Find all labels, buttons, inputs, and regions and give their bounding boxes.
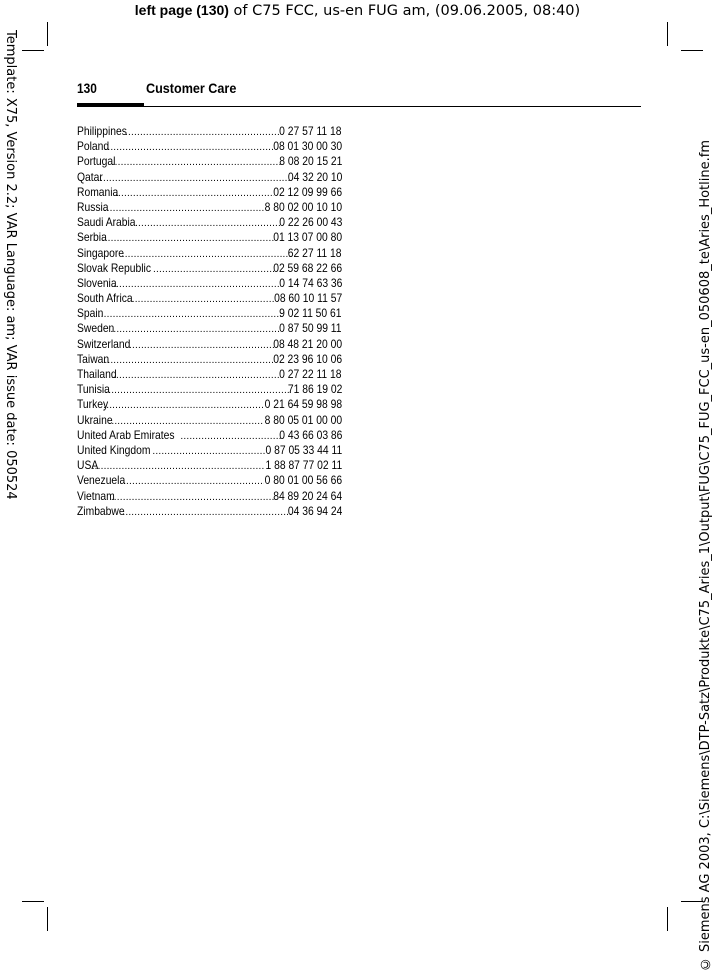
dot-leader: [112, 155, 281, 169]
dot-leader: [122, 247, 292, 261]
hotline-number: 02 59 68 22 66: [273, 260, 342, 275]
list-item: [77, 473, 342, 488]
header-rule-thick: [77, 103, 144, 107]
crop-mark-top-left-v: [47, 22, 48, 46]
country-name: Romania: [77, 184, 119, 199]
list-item: [77, 321, 342, 336]
template-info: Template: X75, Version 2.2; VAR Language: am; VAR issue date: 050524: [3, 30, 18, 500]
list-item: [77, 306, 342, 321]
list-item: [77, 230, 342, 245]
country-name: Philippines: [77, 124, 127, 138]
hotline-number: 0 14 74 63 36: [278, 275, 342, 290]
country-name: United Kingdom: [77, 442, 151, 457]
page-title: Customer Care: [146, 80, 237, 96]
dot-leader: [125, 125, 281, 139]
copyright-path: © Siemens AG 2003, C:\Siemens\DTP-Satz\Produkte\C75_Aries_1\Output\FUG\C75_FUG_FCC_us-en_050608_te\Aries_Hotline.fm: [698, 140, 713, 971]
crop-mark-bottom-left-h: [22, 901, 44, 902]
country-name: Slovenia: [77, 275, 117, 290]
dot-leader: [104, 201, 264, 215]
list-item: [77, 337, 342, 352]
hotline-number: 62 27 11 18: [288, 245, 342, 260]
country-name: Taiwan: [77, 351, 110, 366]
dot-leader: [111, 490, 274, 504]
list-item: [77, 170, 342, 185]
list-item: [77, 382, 342, 397]
country-name: South Africa: [77, 291, 133, 306]
hotline-number: 8 80 02 00 10 10: [264, 199, 342, 214]
page-label: left page (130): [134, 2, 229, 18]
dot-leader: [153, 262, 274, 276]
country-name: USA: [77, 458, 99, 473]
print-header: [0, 0, 715, 20]
dot-leader: [98, 307, 282, 321]
dot-leader: [105, 383, 290, 397]
hotline-number: 0 27 57 11 18: [279, 124, 342, 138]
list-item: [77, 458, 342, 473]
hotline-list: [77, 124, 342, 519]
dot-leader: [104, 353, 274, 367]
country-name: Serbia: [77, 230, 107, 245]
country-name: Tunisia: [77, 382, 110, 397]
hotline-number: 8 08 20 15 21: [278, 154, 342, 169]
country-name: Russia: [77, 199, 109, 214]
dot-leader: [102, 231, 274, 245]
list-item: [77, 397, 342, 412]
dot-leader: [123, 474, 264, 488]
dot-leader: [97, 171, 291, 185]
country-name: Vietnam: [77, 488, 115, 503]
country-name: Turkey: [77, 397, 109, 412]
list-item: [77, 154, 342, 169]
list-item: [77, 367, 342, 382]
list-item: [77, 428, 342, 443]
hotline-number: 08 60 10 11 57: [273, 291, 342, 306]
dot-leader: [152, 444, 264, 458]
hotline-number: 08 01 30 00 30: [273, 139, 342, 154]
crop-mark-bottom-left-v: [47, 907, 48, 931]
country-name: Thailand: [77, 367, 117, 381]
hotline-number: 9 02 11 50 61: [279, 306, 342, 321]
country-name: Saudi Arabia: [77, 215, 136, 230]
crop-mark-top-left-h: [22, 50, 44, 51]
dot-leader: [180, 429, 280, 443]
list-item: [77, 200, 342, 215]
hotline-number: 0 87 05 33 44 11: [265, 442, 342, 457]
hotline-number: 02 23 96 10 06: [273, 351, 342, 366]
country-name: Singapore: [77, 245, 125, 260]
page-number: 130: [77, 80, 97, 96]
list-item: [77, 261, 342, 276]
dot-leader: [103, 398, 264, 412]
country-name: Portugal: [77, 154, 116, 169]
hotline-number: 8 80 05 01 00 00: [264, 412, 342, 427]
hotline-number: 04 32 20 10: [287, 169, 342, 184]
country-name: Zimbabwe: [77, 503, 125, 518]
header-rule-thin: [144, 106, 641, 107]
dot-leader: [110, 322, 281, 336]
hotline-number: 01 13 07 00 80: [273, 230, 342, 245]
list-item: [77, 504, 342, 519]
hotline-number: 08 48 21 20 00: [273, 336, 342, 351]
dot-leader: [129, 338, 274, 352]
hotline-number: 0 27 22 11 18: [279, 367, 342, 381]
list-item: [77, 139, 342, 154]
dot-leader: [92, 459, 265, 473]
country-name: Venezuela: [77, 473, 126, 488]
crop-mark-top-right-v: [667, 22, 668, 46]
dot-leader: [113, 277, 281, 291]
hotline-number: 02 12 09 99 66: [273, 184, 342, 199]
list-item: [77, 215, 342, 230]
list-item: [77, 246, 342, 261]
country-name: United Arab Emirates: [77, 427, 175, 442]
hotline-number: 0 80 01 00 56 66: [264, 473, 342, 488]
dot-leader: [115, 186, 274, 200]
crop-mark-bottom-right-v: [667, 907, 668, 931]
hotline-number: 71 86 19 02: [287, 382, 342, 397]
dot-leader: [108, 414, 264, 428]
country-name: Ukraine: [77, 412, 113, 427]
list-item: [77, 489, 342, 504]
hotline-number: 0 22 26 00 43: [278, 215, 342, 230]
list-item: [77, 443, 342, 458]
hotline-number: 84 89 20 24 64: [273, 488, 342, 503]
list-item: [77, 185, 342, 200]
hotline-number: 1 88 87 77 02 11: [265, 458, 342, 473]
country-name: Qatar: [77, 169, 103, 184]
document-info: of C75 FCC, us-en FUG am, (09.06.2005, 08:40): [228, 3, 581, 19]
dot-leader: [113, 368, 281, 382]
dot-leader: [135, 216, 281, 230]
dot-leader: [132, 292, 275, 306]
country-name: Slovak Republic: [77, 260, 152, 275]
list-item: [77, 413, 342, 428]
country-name: Switzerland: [77, 336, 131, 351]
country-name: Poland: [77, 139, 110, 154]
list-item: [77, 352, 342, 367]
hotline-number: 04 36 94 24: [287, 503, 342, 518]
hotline-number: 0 87 50 99 11: [279, 321, 342, 336]
hotline-number: 0 21 64 59 98 98: [264, 397, 342, 412]
country-name: Sweden: [77, 321, 115, 336]
country-name: Spain: [77, 306, 104, 321]
list-item: [77, 291, 342, 306]
hotline-number: 0 43 66 03 86: [278, 427, 342, 442]
crop-mark-top-right-h: [681, 50, 703, 51]
list-item: [77, 124, 342, 139]
dot-leader: [104, 140, 274, 154]
dot-leader: [122, 505, 290, 519]
list-item: [77, 276, 342, 291]
